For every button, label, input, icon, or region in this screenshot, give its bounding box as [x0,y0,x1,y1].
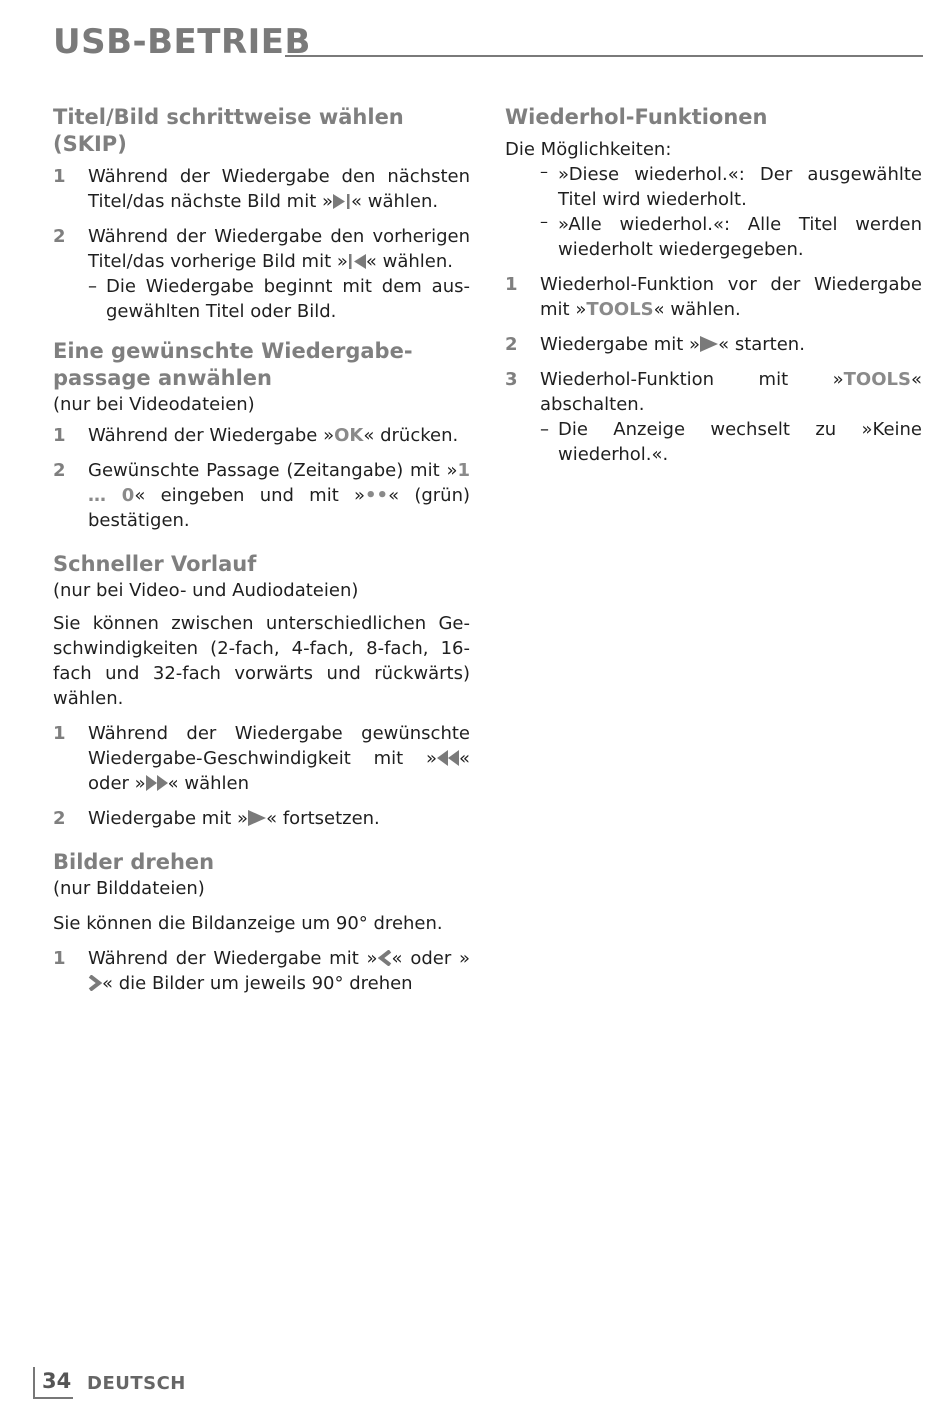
skip-step-2-note: – Die Wiedergabe beginnt mit dem ausgewählten Titel oder Bild. [88,276,470,322]
skip-back-icon [348,254,366,269]
step-number: 2 [53,226,66,247]
repeat-step-3: 3 Wiederhol-Funktion mit »TOOLS« abschalten. – Die Anzeige wechselt zu »Keine wiederhol.«. [505,369,922,465]
tools-key: TOOLS [586,299,654,320]
passage-heading: Eine gewünschte Wiedergabepassage anwählen [53,339,413,390]
rotate-note: (nur Bilddateien) [53,878,205,899]
skip-forward-icon [333,194,351,209]
step-number: 1 [53,723,66,744]
page-number: 34 [42,1369,72,1393]
repeat-option-1: – »Diese wiederhol.«: Der ausgewählte Titel wird wiederholt. [540,162,922,210]
left-column [53,104,470,996]
arrow-left-icon [378,950,392,966]
step-number: 2 [505,334,518,355]
skip-heading: Titel/Bild schrittweise wählen (SKIP) [53,105,404,156]
rewind-icon [437,750,459,766]
fast-note: (nur bei Video- und Audiodateien) [53,580,359,601]
step-number: 2 [53,808,66,829]
green-button-icon: •• [365,485,389,506]
fast-forward-icon [146,775,168,791]
tools-key: TOOLS [843,369,911,390]
repeat-intro: Die Möglichkeiten: [505,139,672,160]
fast-heading: Schneller Vorlauf [53,552,257,576]
skip-step-1: 1 Während der Wiedergabe den nächsten Titel/das nächste Bild mit » « wählen. [53,166,470,212]
rotate-step-1: 1 Während der Wiedergabe mit » « oder » « die Bilder um jeweils 90° drehen [53,948,470,994]
header-rule [285,55,923,57]
repeat-option-2: – »Alle wiederhol.«: Alle Titel werden wiederholt wiedergegeben. [540,212,922,260]
passage-note: (nur bei Videodateien) [53,394,255,415]
passage-step-1: 1 Während der Wiedergabe »OK« drücken. [53,425,459,446]
repeat-step-3-note: – Die Anzeige wechselt zu »Keine wiederhol.«. [540,419,922,465]
language-label: DEUTSCH [87,1373,186,1394]
step-number: 1 [53,425,66,446]
step-number: 2 [53,460,66,481]
page-title: USB-BETRIEB [53,22,311,62]
fast-step-2: 2 Wiedergabe mit » « fortsetzen. [53,808,380,829]
right-column [505,104,922,467]
digit-keys: 1 … 0 [88,460,470,506]
repeat-heading: Wiederhol-Funktionen [505,105,768,129]
passage-step-2: 2 Gewünschte Passage (Zeitangabe) mit »1 … 0« eingeben und mit »••« (grün) bestätigen. [53,460,471,531]
rotate-text: Sie können die Bildanzeige um 90° drehen. [53,913,443,934]
arrow-right-icon [88,975,102,991]
page-number-box [33,1367,73,1399]
play-icon [700,336,718,352]
repeat-step-1: 1 Wiederhol-Funktion vor der Wiedergabe mit »TOOLS« wählen. [505,274,922,320]
page-header [53,22,923,62]
fast-text: Sie können zwischen unterschiedlichen Geschwindigkeiten (2-fach, 4-fach, 8-fach, 16-fach und 32-fach vorwärts und rückwärts) wählen. [53,613,470,709]
step-number: 1 [53,948,66,969]
ok-key: OK [334,425,364,446]
rotate-heading: Bilder drehen [53,850,215,874]
step-number: 3 [505,369,518,390]
repeat-step-2: 2 Wiedergabe mit » « starten. [505,334,805,355]
step-number: 1 [505,274,518,295]
play-icon [248,810,266,826]
step-number: 1 [53,166,66,187]
skip-step-2: 2 Während der Wiedergabe den vorherigen Titel/das vorherige Bild mit » « wählen. – Die Wiedergabe beginnt mit dem ausgewählten Titel oder Bild. [53,226,470,322]
fast-step-1: 1 Während der Wiedergabe gewünschte Wiedergabe-Geschwindigkeit mit » « oder » « wählen [53,723,470,794]
